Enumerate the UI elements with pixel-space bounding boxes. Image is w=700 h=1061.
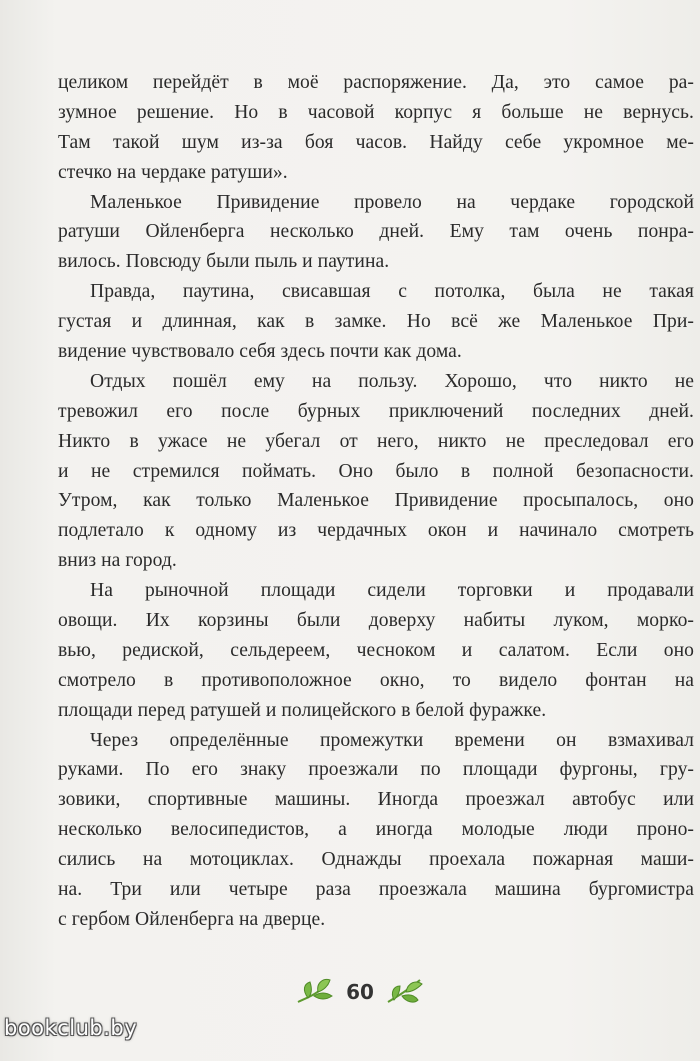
leaf-sprig-icon xyxy=(294,976,336,1008)
text-line: вилось. Повсюду были пыль и паутина. xyxy=(58,251,390,273)
text-line: ратуши Ойленберга несколько дней. Ему там очень понра- xyxy=(58,221,694,243)
body-text xyxy=(58,68,694,935)
text-line: Правда, паутина, свисавшая с потолка, была не такая xyxy=(90,281,694,303)
text-line: Утром, как только Маленькое Привидение просыпалось, оно xyxy=(58,490,694,512)
text-line: овощи. Их корзины были доверху набиты луком, морко- xyxy=(58,610,694,632)
text-line: смотрело в противоположное окно, то видело фонтан на xyxy=(58,669,694,691)
watermark: bookclub.by xyxy=(4,1016,138,1040)
text-line: площади перед ратушей и полицейского в белой фуражке. xyxy=(58,699,547,721)
text-line: зумное решение. Но в часовой корпус я больше не вернусь. xyxy=(58,101,694,123)
text-line: Через определённые промежутки времени он взмахивал xyxy=(90,729,694,751)
text-line: целиком перейдёт в моё распоряжение. Да, это самое ра- xyxy=(58,72,694,93)
leaf-sprig-icon xyxy=(384,976,426,1008)
text-line: вниз на город. xyxy=(58,550,177,572)
text-line: подлетало к одному из чердачных окон и начинало смотреть xyxy=(58,520,694,542)
text-line: несколько велосипедистов, а иногда молодые люди проно- xyxy=(58,819,694,841)
text-line: густая и длинная, как в замке. Но всё же Маленькое При- xyxy=(58,311,694,333)
text-line: стечко на чердаке ратуши». xyxy=(58,161,288,183)
text-line: вью, редиской, сельдереем, чесноком и салатом. Если оно xyxy=(58,639,694,661)
text-line: видение чувствовало себя здесь почти как дома. xyxy=(58,341,462,363)
text-line: с гербом Ойленберга на дверце. xyxy=(58,908,326,930)
text-line: и не стремился поймать. Оно было в полной безопасности. xyxy=(58,460,694,482)
text-line: Никто в ужасе не убегал от него, никто не преследовал его xyxy=(58,430,694,452)
text-line: на. Три или четыре раза проезжала машина бургомистра xyxy=(58,879,694,901)
text-line: Отдых пошёл ему на пользу. Хорошо, что никто не xyxy=(90,370,694,392)
text-line: Там такой шум из-за боя часов. Найду себе укромное ме- xyxy=(58,131,694,153)
text-line: сились на мотоциклах. Однажды проехала пожарная маши- xyxy=(58,849,694,871)
text-line: тревожил его после бурных приключений последних дней. xyxy=(58,400,694,422)
page-number: 60 xyxy=(346,980,374,1004)
text-line: На рыночной площади сидели торговки и продавали xyxy=(90,580,694,602)
page-footer xyxy=(280,972,440,1012)
text-line: зовики, спортивные машины. Иногда проезжал автобус или xyxy=(58,789,694,811)
text-line: Маленькое Привидение провело на чердаке городской xyxy=(90,191,694,213)
text-line: руками. По его знаку проезжали по площади фургоны, гру- xyxy=(58,759,694,781)
